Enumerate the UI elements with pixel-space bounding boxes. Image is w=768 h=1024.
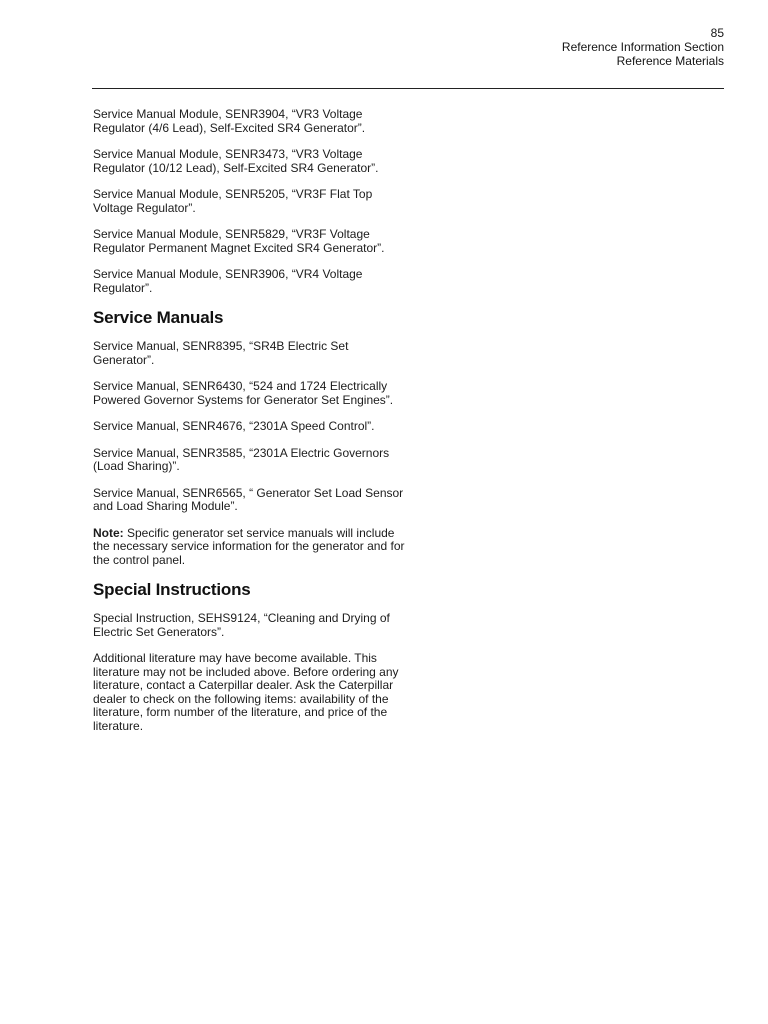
service-manual-item: Service Manual, SENR8395, “SR4B Electric Set Generator”. [93,339,349,367]
note-paragraph [93,527,413,568]
module-item: Service Manual Module, SENR5829, “VR3F Voltage Regulator Permanent Magnet Excited SR4 Generator”. [93,227,385,255]
service-manual-item: Service Manual, SENR4676, “2301A Speed Control”. [93,419,375,433]
module-item: Service Manual Module, SENR5205, “VR3F Flat Top Voltage Regulator”. [93,187,373,215]
section-title: Reference Information Section [561,40,724,54]
header-rule [92,88,724,89]
module-item: Service Manual Module, SENR3906, “VR4 Voltage Regulator”. [93,267,363,295]
subsection-title: Reference Materials [616,54,724,68]
note-text: Specific generator set service manuals will include the necessary service information for the generator and for the control panel. [93,525,405,567]
special-instruction-item: Special Instruction, SEHS9124, “Cleaning and Drying of Electric Set Generators”. [93,611,390,639]
module-item: Service Manual Module, SENR3473, “VR3 Voltage Regulator (10/12 Lead), Self-Excited SR4 Generator”. [93,147,379,175]
additional-literature-paragraph: Additional literature may have become available. This literature may not be included above. Before ordering any literature, contact a Caterpillar dealer. Ask the Caterpillar dealer to check on the following items: availability of the literature, form number of the literature, and price of the literature. [93,651,399,733]
note-label: Note: [93,525,124,540]
service-manual-item: Service Manual, SENR3585, “2301A Electric Governors (Load Sharing)”. [93,445,390,473]
service-manual-item: Service Manual, SENR6565, “ Generator Set Load Sensor and Load Sharing Module”. [93,485,404,513]
module-item: Service Manual Module, SENR3904, “VR3 Voltage Regulator (4/6 Lead), Self-Excited SR4 Generator”. [93,107,366,135]
service-manual-item: Service Manual, SENR6430, “524 and 1724 Electrically Powered Governor Systems for Generator Set Engines”. [93,379,394,407]
service-manuals-heading: Service Manuals [93,308,224,327]
page-header [562,26,724,68]
special-instructions-heading: Special Instructions [93,580,251,599]
page-number: 85 [710,26,724,40]
main-content [93,108,413,746]
